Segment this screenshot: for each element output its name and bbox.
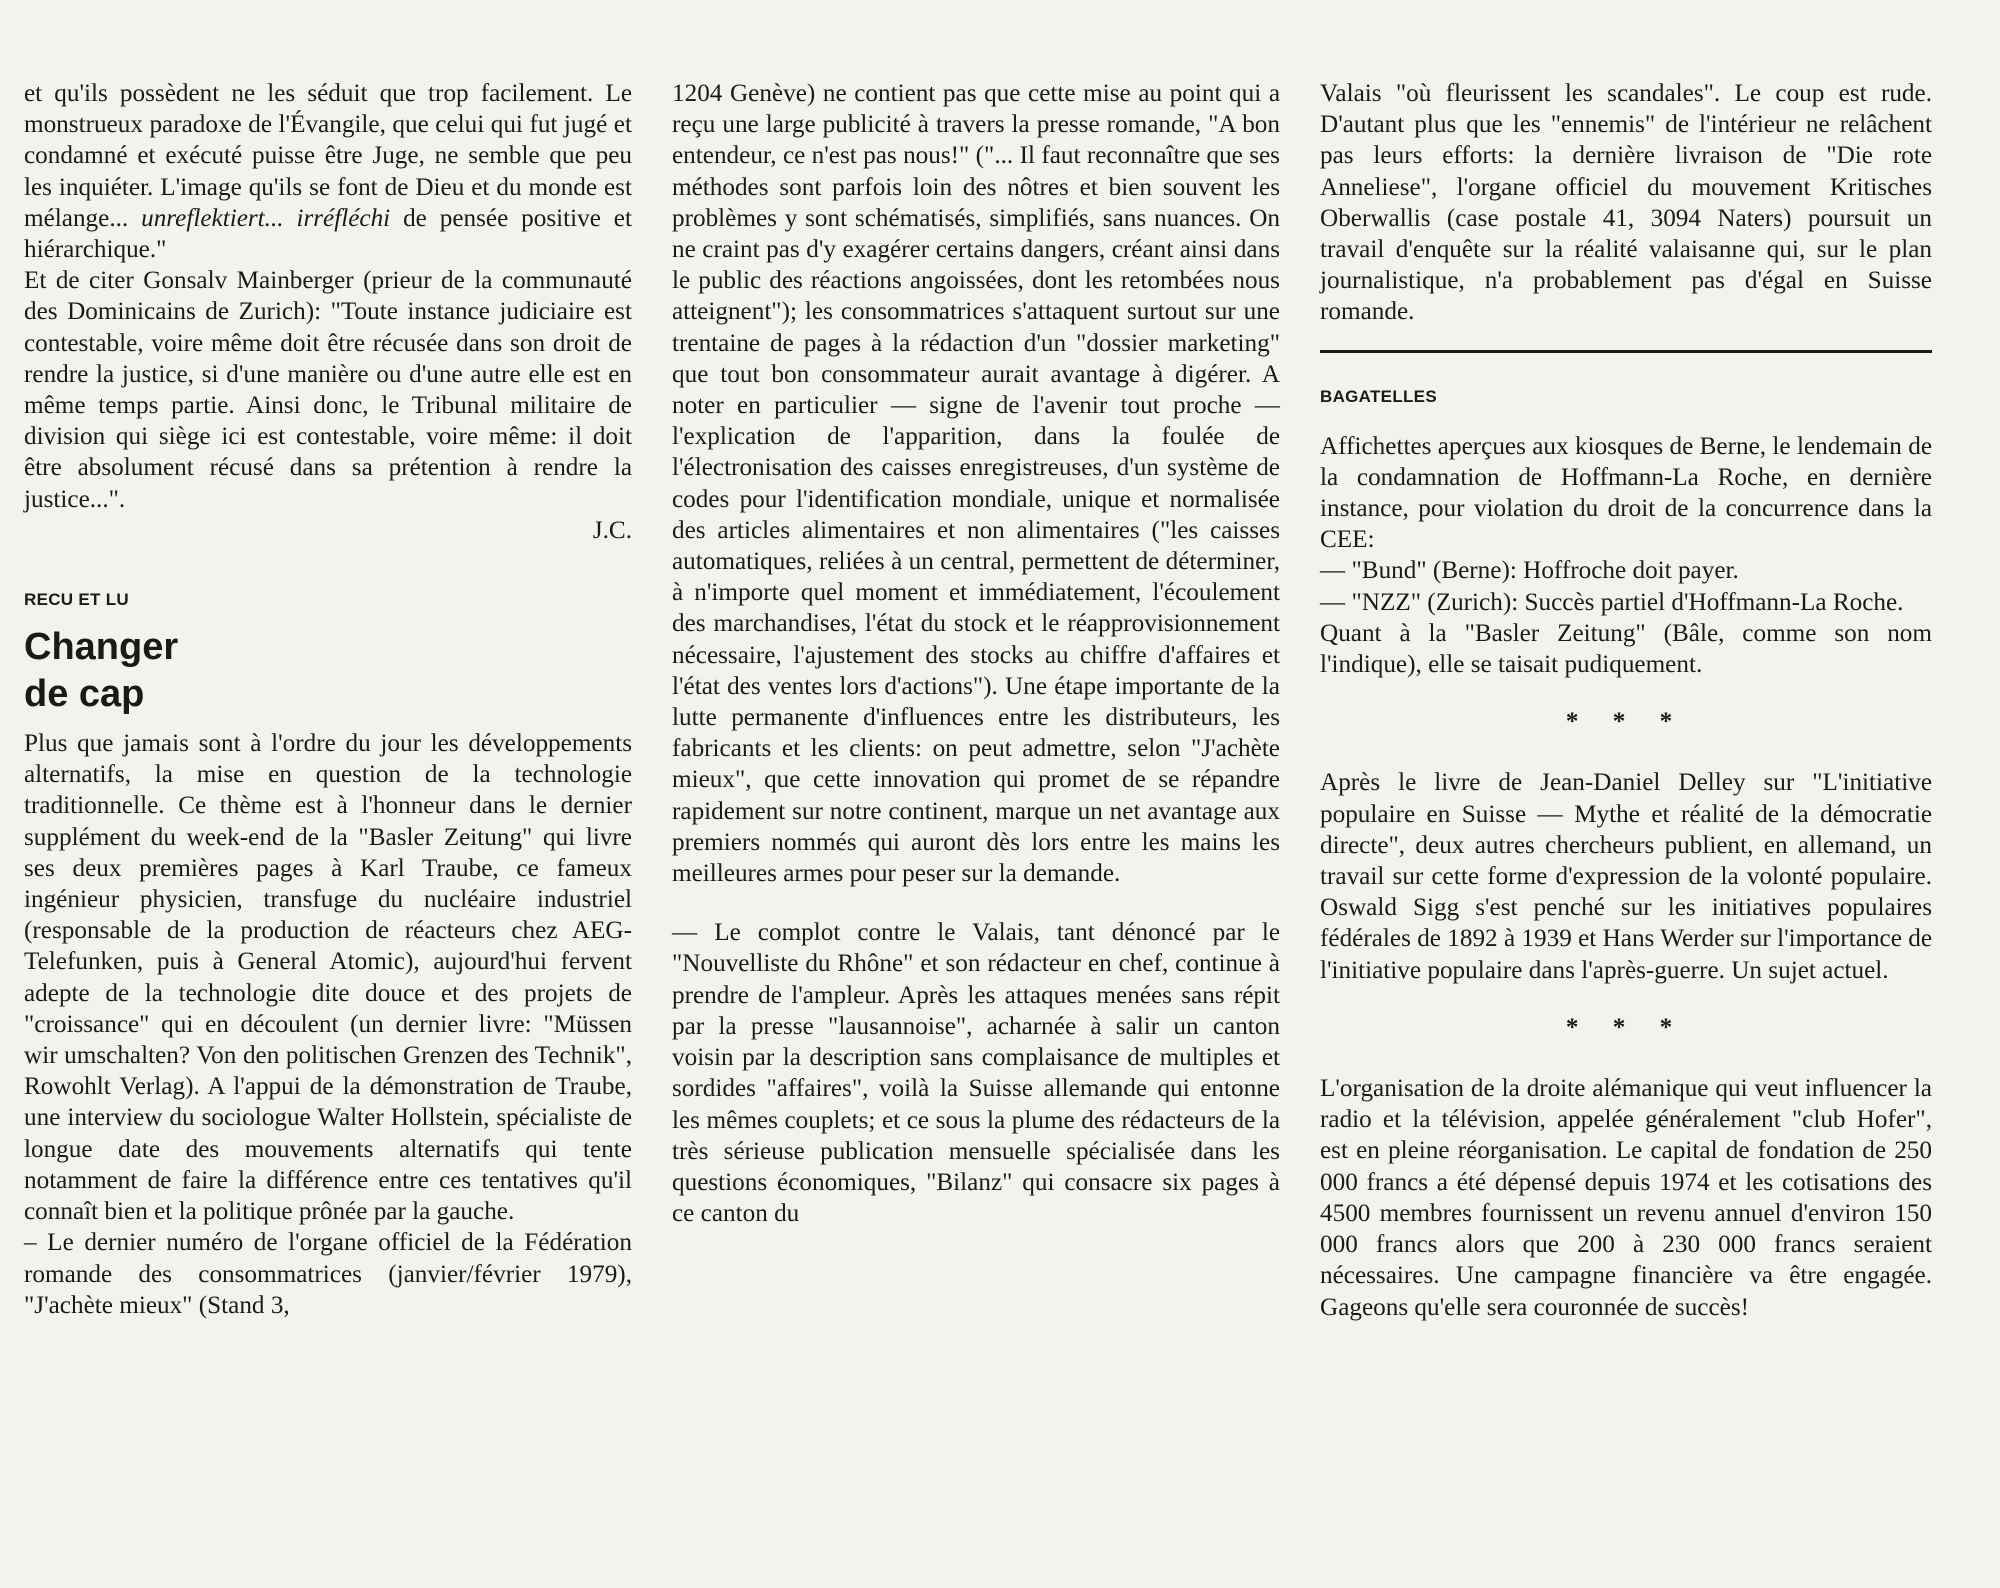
paragraph-text: de pensée positive et hiérarchique." (24, 204, 632, 264)
article-paragraph: — Le complot contre le Valais, tant dénoncé par le "Nouvelliste du Rhône" et son rédacteur en chef, continue à prendre de l'ampleur. Après les attaques menées sans répit par la presse "lausannoise", acharnée à salir un canton voisin par la description sans complaisance de multiples et sordides "affaires", voilà la Suisse allemande qui entonne les mêmes couplets; et ce sous la plume des rédacteurs de la très sérieuse publication mensuelle spécialisée dans les questions économiques, "Bilanz" qui consacre six pages à ce canton du (672, 919, 1280, 1228)
list-item: — "NZZ" (Zurich): Succès partiel d'Hoffmann-La Roche. (1320, 588, 1904, 616)
asterism-separator: * * * (1565, 1013, 1687, 1041)
section-rubric: BAGATELLES (1320, 386, 1437, 406)
article-paragraph: Affichettes aperçues aux kiosques de Berne, le lendemain de la condamnation de Hoffmann-La Roche, en dernière instance, pour violation du droit de la concurrence dans la CEE: (1320, 432, 1932, 554)
article-paragraph: Quant à la "Basler Zeitung" (Bâle, comme son nom l'indique), elle se taisait pudiquement. (1320, 619, 1932, 679)
asterism-separator: * * * (1565, 708, 1687, 736)
article-paragraph: L'organisation de la droite alémanique qui veut influencer la radio et la télévision, appelée généralement "club Hofer", est en pleine réorganisation. Le capital de fondation de 250 000 francs a été dépensé depuis 1974 et les cotisations des 4500 membres fournissent un revenu annuel d'environ 150 000 francs alors que 200 à 230 000 francs seraient nécessaires. Une campagne financière va être engagée. Gageons qu'elle sera couronnée de succès! (1320, 1075, 1932, 1321)
article-paragraph (24, 78, 632, 265)
author-signature: J.C. (592, 516, 632, 544)
section-divider (1320, 350, 1932, 353)
headline-line: de cap (24, 673, 145, 716)
article-paragraph: Et de citer Gonsalv Mainberger (prieur de la communauté des Dominicains de Zurich): "Toute instance judiciaire est contestable, voire même doit être récusée dans son droit de rendre la justice, si d'une manière ou d'une autre elle est en même temps partie. Ainsi donc, le Tribunal militaire de division qui siège ici est contestable, voire même: il doit être absolument récusé dans sa prétention à rendre la justice...". (24, 267, 632, 513)
article-paragraph: Plus que jamais sont à l'ordre du jour les développements alternatifs, la mise en question de la technologie traditionnelle. Ce thème est à l'honneur dans le dernier supplément du week-end de la "Basler Zeitung" qui livre ses deux premières pages à Karl Traube, ce fameux ingénieur physicien, transfuge du nucléaire industriel (responsable de la production de réacteurs chez AEG-Telefunken, puis à General Atomic), aujourd'hui fervent adepte de la technologie dite douce et des projets de "croissance" qui en découlent (un dernier livre: "Müssen wir umschalten? Von den politischen Grenzen des Technik", Rowohlt Verlag). A l'appui de la démonstration de Traube, une interview du sociologue Walter Hollstein, spécialiste de longue date des mouvements alternatifs qui tente notamment de faire la différence entre ces tentatives qu'il connaît bien et la politique prônée par la gauche. (24, 730, 632, 1226)
article-paragraph: Valais "où fleurissent les scandales". Le coup est rude. D'autant plus que les "ennemis" de l'intérieur ne relâchent pas leurs efforts: la dernière livraison de "Die rote Anneliese", l'organe officiel du mouvement Kritisches Oberwallis (case postale 41, 3094 Naters) poursuit un travail d'enquête sur la réalité valaisanne qui, sur le plan journalistique, n'a probablement pas d'égal en Suisse romande. (1320, 80, 1932, 326)
article-paragraph: 1204 Genève) ne contient pas que cette mise au point qui a reçu une large publicité à travers la presse romande, "A bon entendeur, ce n'est pas nous!" ("... Il faut reconnaître que ses méthodes sont parfois loin des nôtres et bien souvent les problèmes y sont schématisés, simplifiés, sans nuances. On ne craint pas d'y exagérer certains dangers, créant ainsi dans le public des réactions angoissées, dont les retombées nous atteignent"); les consommatrices s'attaquent surtout sur une trentaine de pages à la rédaction d'un "dossier marketing" que tout bon consommateur aurait avantage à digérer. A noter en particulier — signe de l'avenir tout proche — l'explication de l'apparition, dans la foulée de l'électronisation des caisses enregistreuses, d'un système de codes pour l'identification mondiale, unique et normalisée des articles alimentaires et non alimentaires ("les caisses automatiques, reliées à un central, permettent de déterminer, à n'importe quel moment et immédiatement, l'écoulement des marchandises, l'état du stock et le réapprovisionnement nécessaire, l'ajustement des stocks au chiffre d'affaires et l'état des ventes lors d'actions"). Une étape importante de la lutte permanente d'influences entre les distributeurs, les fabricants et les clients: on peut admettre, selon "J'achète mieux", que cette innovation qui promet de se répandre rapidement sur notre continent, marque un net avantage aux premiers nommés qui auront dès lors entre les mains les meilleures armes pour peser sur la demande. (672, 80, 1280, 888)
article-paragraph: – Le dernier numéro de l'organe officiel de la Fédération romande des consommatrices (janvier/février 1979), "J'achète mieux" (Stand 3, (24, 1229, 632, 1319)
list-item: — "Bund" (Berne): Hoffroche doit payer. (1320, 557, 1739, 585)
article-headline (24, 624, 632, 718)
column-3 (1320, 78, 1932, 1323)
section-rubric: RECU ET LU (24, 590, 129, 610)
paragraph-text: et qu'ils possèdent ne les séduit que trop facilement. Le monstrueux paradoxe de l'Évangile, que celui qui fut jugé et condamné et exécuté puisse être Juge, ne semble que peu les inquiéter. L'image qu'ils se font de Dieu et du monde est mélange... (24, 80, 632, 232)
italic-phrase: unreflektiert... irréfléchi (141, 204, 391, 232)
headline-line: Changer (24, 626, 179, 669)
column-1 (24, 78, 632, 1321)
column-2 (672, 78, 1280, 1229)
article-paragraph: Après le livre de Jean-Daniel Delley sur "L'initiative populaire en Suisse — Mythe et réalité de la démocratie directe", deux autres chercheurs publient, en allemand, un travail sur cette forme d'expression de la volonté populaire. Oswald Sigg s'est penché sur les initiatives populaires fédérales de 1892 à 1939 et Hans Werder sur l'importance de l'initiative populaire dans l'après-guerre. Un sujet actuel. (1320, 769, 1932, 984)
